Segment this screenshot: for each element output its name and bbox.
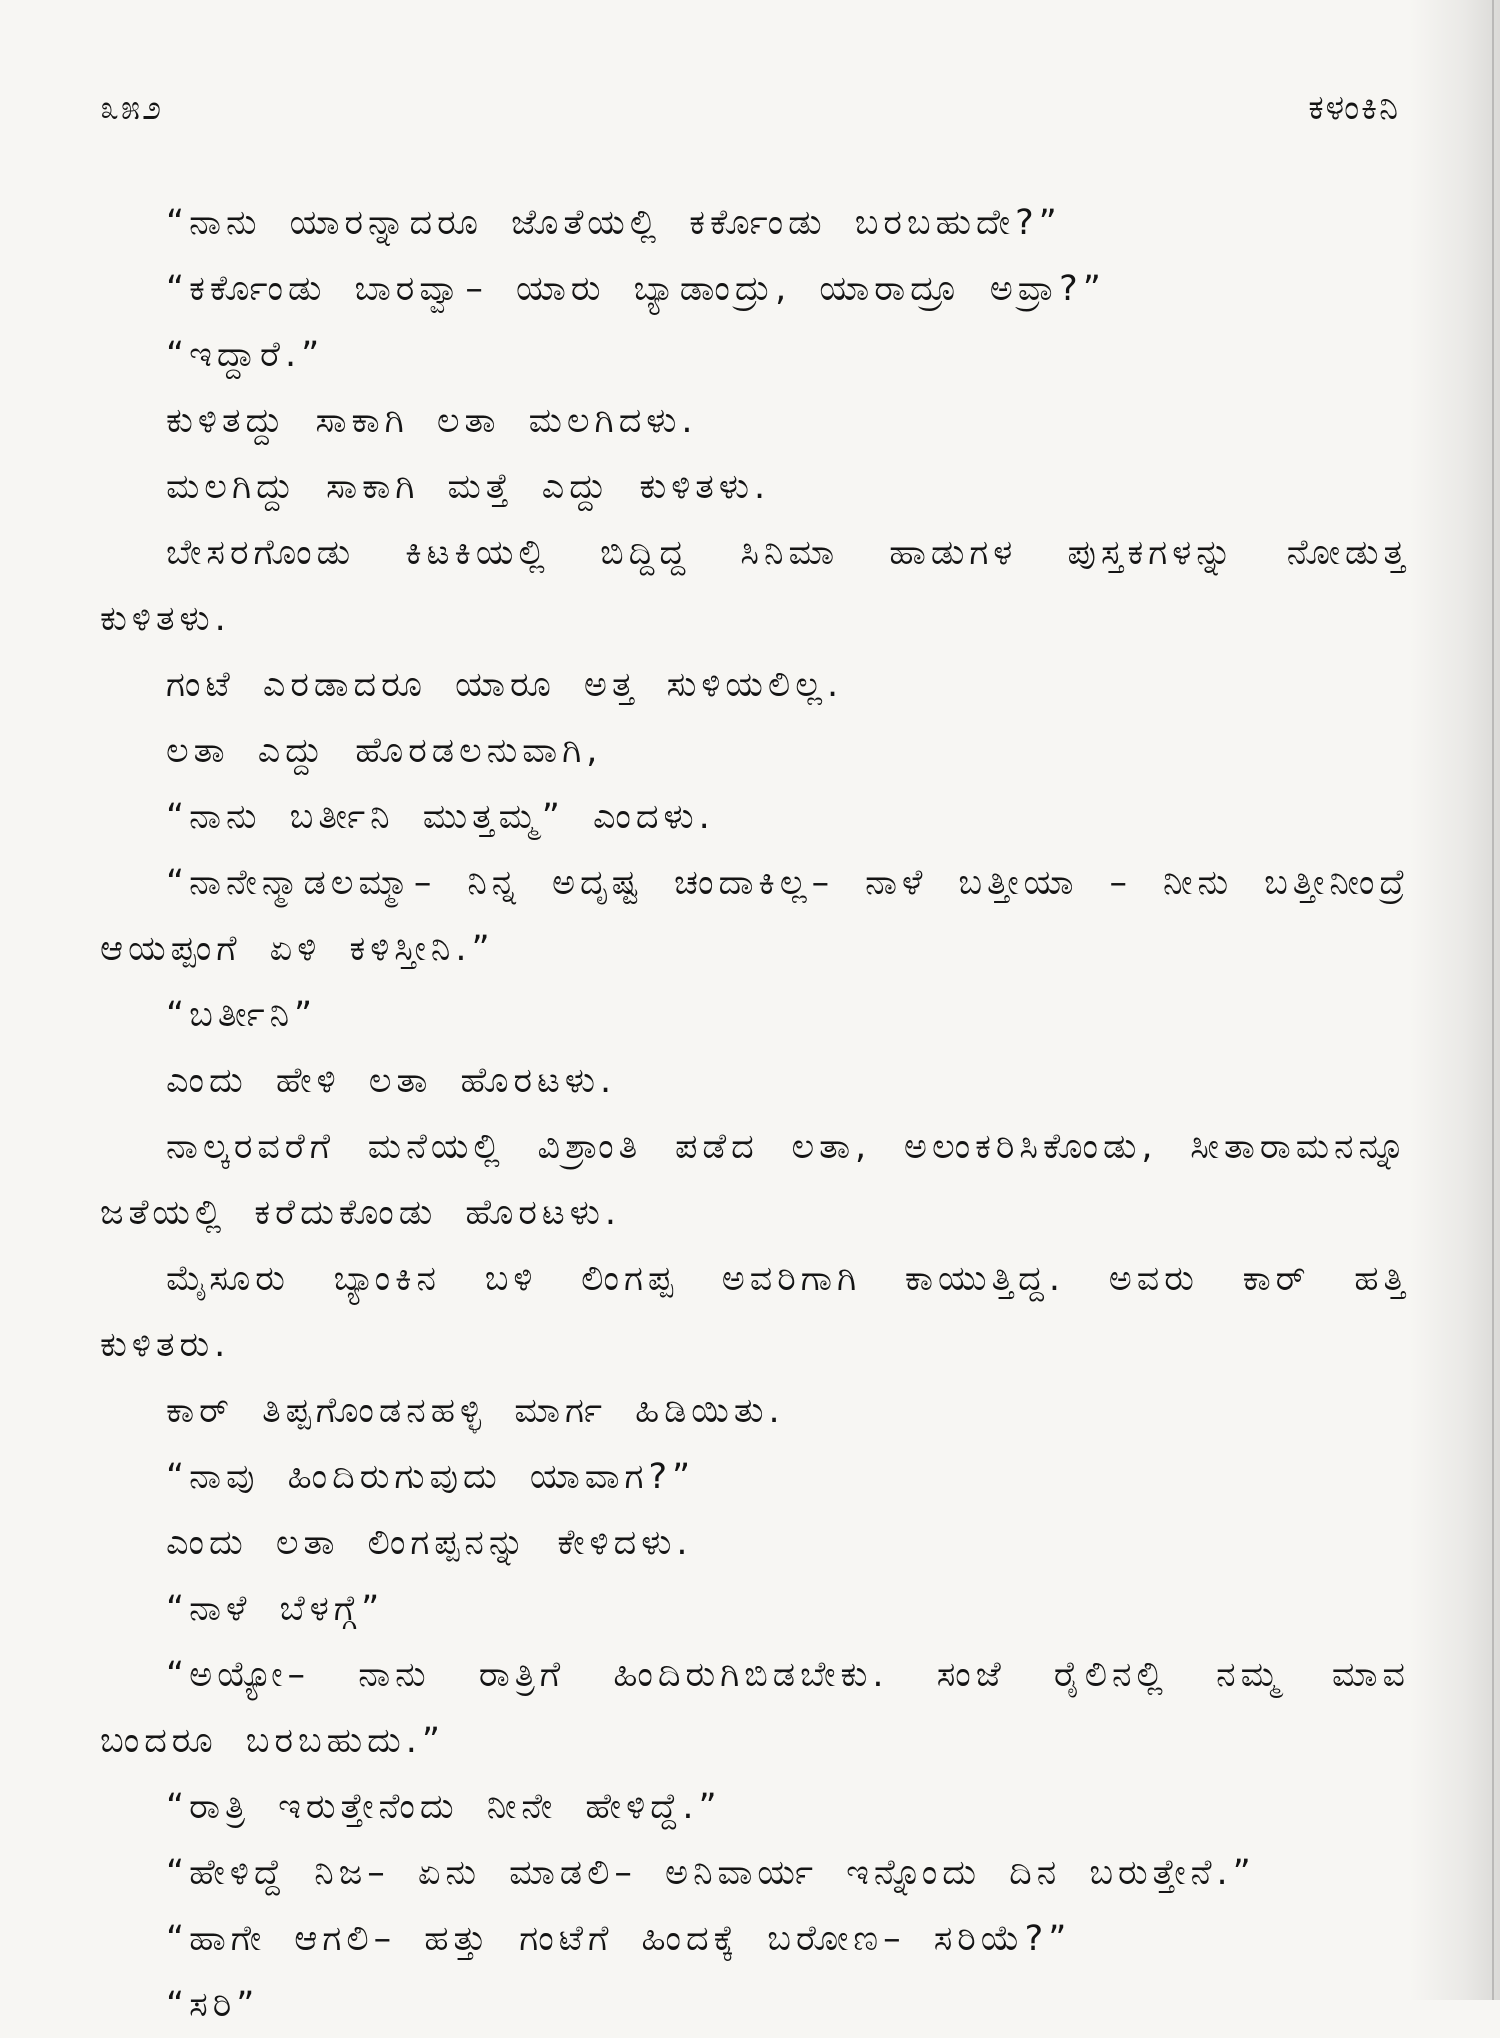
paragraph-4: ಕುಳಿತದ್ದು ಸಾಕಾಗಿ ಲತಾ ಮಲಗಿದಳು. <box>166 401 698 441</box>
page-edge-line <box>1492 0 1494 2000</box>
paragraph-10: “ನಾನೇನ್ಮಾಡಲಮ್ಮಾ– ನಿನ್ನ ಅದೃಷ್ಟ ಚಂದಾಕಿಲ್ಲ– ನಾಳೆ ಬತ್ತೀಯಾ – ನೀನು ಬತ್ತೀನೀಂದ್ರೆ ಆಯಪ್ಪಂಗೆ ಏಳಿ ಕಳಿಸ್ತೀನಿ.” <box>100 863 1410 969</box>
paragraph-12: ಎಂದು ಹೇಳಿ ಲತಾ ಹೊರಟಳು. <box>166 1061 617 1101</box>
paragraph-17: ಎಂದು ಲತಾ ಲಿಂಗಪ್ಪನನ್ನು ಕೇಳಿದಳು. <box>166 1523 693 1563</box>
paragraph-6: ಬೇಸರಗೊಂಡು ಕಿಟಕಿಯಲ್ಲಿ ಬಿದ್ದಿದ್ದ ಸಿನಿಮಾ ಹಾಡುಗಳ ಪುಸ್ತಕಗಳನ್ನು ನೋಡುತ್ತ ಕುಳಿತಳು. <box>100 533 1410 639</box>
running-title: ಕಳಂಕಿನಿ <box>1308 88 1400 128</box>
paragraph-5: ಮಲಗಿದ್ದು ಸಾಕಾಗಿ ಮತ್ತೆ ಎದ್ದು ಕುಳಿತಳು. <box>166 467 771 507</box>
page-header <box>100 80 1400 140</box>
body-text <box>100 190 1410 2038</box>
paragraph-22: “ಹಾಗೇ ಆಗಲಿ– ಹತ್ತು ಗಂಟೆಗೆ ಹಿಂದಕ್ಕೆ ಬರೋಣ– ಸರಿಯೆ?” <box>166 1919 1072 1959</box>
paragraph-19: “ಅಯ್ಯೋ– ನಾನು ರಾತ್ರಿಗೆ ಹಿಂದಿರುಗಿಬಿಡಬೇಕು. ಸಂಜೆ ರೈಲಿನಲ್ಲಿ ನಮ್ಮ ಮಾವ ಬಂದರೂ ಬರಬಹುದು.” <box>100 1655 1410 1761</box>
paragraph-1: “ನಾನು ಯಾರನ್ನಾದರೂ ಜೊತೆಯಲ್ಲಿ ಕರ್ಕೊಂಡು ಬರಬಹುದೇ?” <box>166 203 1062 243</box>
paragraph-3: “ಇದ್ದಾರೆ.” <box>166 335 325 375</box>
paragraph-15: ಕಾರ್ ತಿಪ್ಪಗೊಂಡನಹಳ್ಳಿ ಮಾರ್ಗ ಹಿಡಿಯಿತು. <box>166 1391 785 1431</box>
paragraph-11: “ಬರ್ತೀನಿ” <box>166 995 318 1035</box>
paragraph-14: ಮೈಸೂರು ಬ್ಯಾಂಕಿನ ಬಳಿ ಲಿಂಗಪ್ಪ ಅವರಿಗಾಗಿ ಕಾಯುತ್ತಿದ್ದ. ಅವರು ಕಾರ್ ಹತ್ತಿ ಕುಳಿತರು. <box>100 1259 1410 1365</box>
paragraph-8: ಲತಾ ಎದ್ದು ಹೊರಡಲನುವಾಗಿ, <box>166 731 603 771</box>
paragraph-16: “ನಾವು ಹಿಂದಿರುಗುವುದು ಯಾವಾಗ?” <box>166 1457 696 1497</box>
paragraph-2: “ಕರ್ಕೊಂಡು ಬಾರವ್ವಾ– ಯಾರು ಬ್ಯಾಡಾಂದ್ರು, ಯಾರಾದ್ರೂ ಅವ್ರಾ?” <box>166 269 1106 309</box>
paragraph-9: “ನಾನು ಬರ್ತೀನಿ ಮುತ್ತಮ್ಮ” ಎಂದಳು. <box>166 797 715 837</box>
paragraph-21: “ಹೇಳಿದ್ದೆ ನಿಜ– ಏನು ಮಾಡಲಿ– ಅನಿವಾರ್ಯ ಇನ್ನೊಂದು ದಿನ ಬರುತ್ತೇನೆ.” <box>166 1853 1256 1893</box>
page-edge-shadow <box>1410 0 1500 2000</box>
paragraph-23: “ಸರಿ” <box>166 1985 260 2025</box>
paragraph-18: “ನಾಳೆ ಬೆಳಗ್ಗೆ” <box>166 1589 385 1629</box>
page-number: ೩೫೨ <box>100 88 164 128</box>
paragraph-7: ಗಂಟೆ ಎರಡಾದರೂ ಯಾರೂ ಅತ್ತ ಸುಳಿಯಲಿಲ್ಲ. <box>166 665 844 705</box>
paragraph-13: ನಾಲ್ಕರವರೆಗೆ ಮನೆಯಲ್ಲಿ ವಿಶ್ರಾಂತಿ ಪಡೆದ ಲತಾ, ಅಲಂಕರಿಸಿಕೊಂಡು, ಸೀತಾರಾಮನನ್ನೂ ಜತೆಯಲ್ಲಿ ಕರೆದುಕೊಂಡು ಹೊರಟಳು. <box>100 1127 1410 1233</box>
paragraph-20: “ರಾತ್ರಿ ಇರುತ್ತೇನೆಂದು ನೀನೇ ಹೇಳಿದ್ದೆ.” <box>166 1787 722 1827</box>
